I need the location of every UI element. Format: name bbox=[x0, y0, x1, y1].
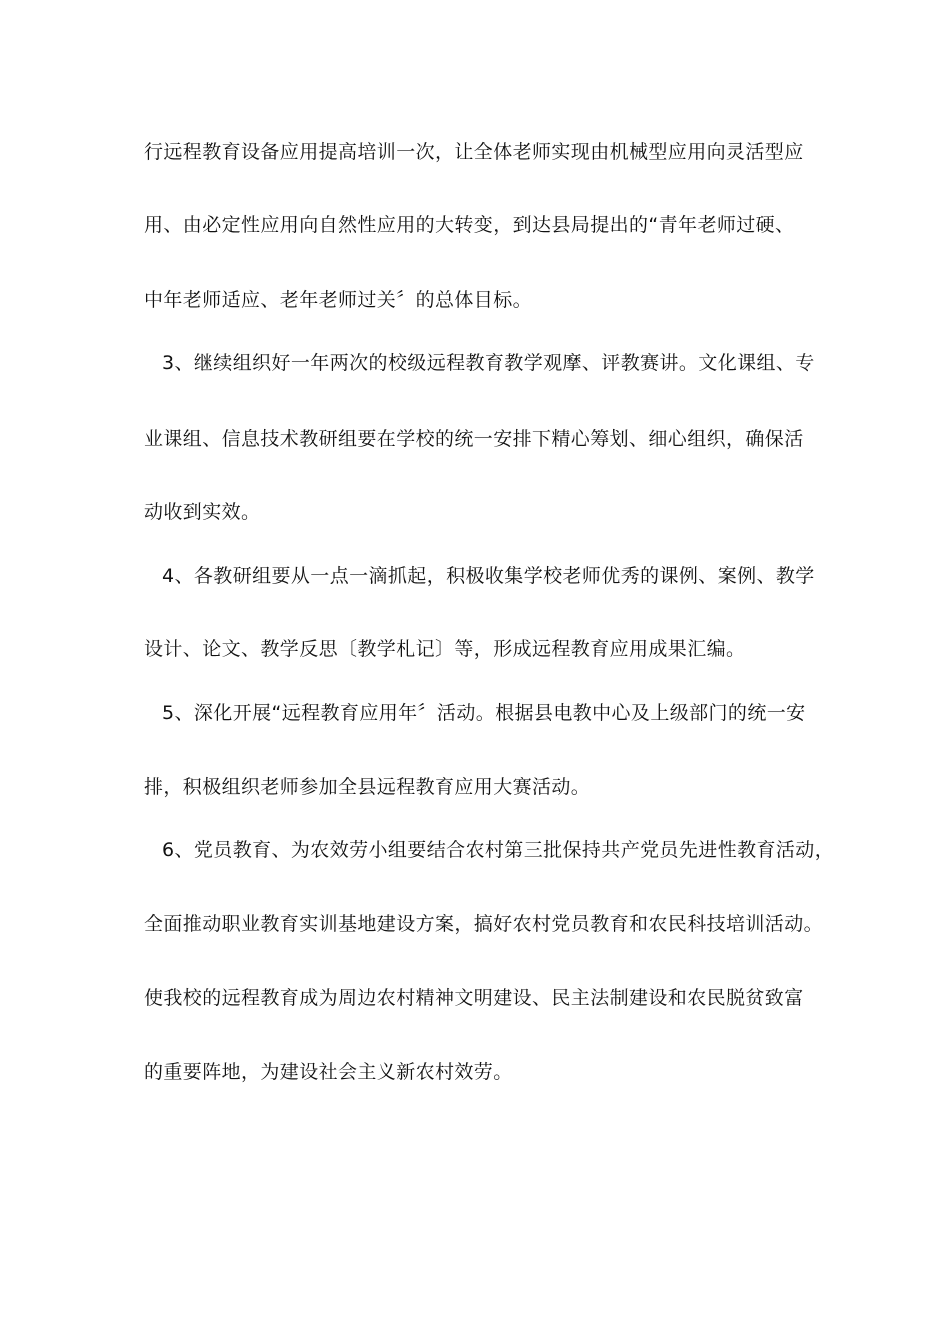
text-line: 的重要阵地，为建设社会主义新农村效劳。 bbox=[144, 1061, 513, 1083]
text-line: 6、党员教育、为农效劳小组要结合农村第三批保持共产党员先进性教育活动， bbox=[162, 839, 835, 861]
text-line: 3、继续组织好一年两次的校级远程教育教学观摩、评教赛讲。文化课组、专 bbox=[162, 352, 815, 374]
text-line: 行远程教育设备应用提高培训一次，让全体老师实现由机械型应用向灵活型应 bbox=[144, 141, 804, 163]
text-line: 设计、论文、教学反思〔教学札记〕等，形成远程教育应用成果汇编。 bbox=[144, 638, 746, 660]
text-line: 动收到实效。 bbox=[144, 501, 261, 523]
text-line: 使我校的远程教育成为周边农村精神文明建设、民主法制建设和农民脱贫致富 bbox=[144, 987, 804, 1009]
text-line: 4、各教研组要从一点一滴抓起，积极收集学校老师优秀的课例、案例、教学 bbox=[162, 565, 815, 587]
text-line: 5、深化开展“远程教育应用年〞活动。根据县电教中心及上级部门的统一安 bbox=[162, 702, 806, 724]
text-line: 用、由必定性应用向自然性应用的大转变，到达县局提出的“青年老师过硬、 bbox=[144, 214, 795, 236]
text-line: 全面推动职业教育实训基地建设方案，搞好农村党员教育和农民科技培训活动。 bbox=[144, 913, 824, 935]
text-line: 排，积极组织老师参加全县远程教育应用大赛活动。 bbox=[144, 776, 591, 798]
text-line: 业课组、信息技术教研组要在学校的统一安排下精心筹划、细心组织，确保活 bbox=[144, 428, 804, 450]
text-line: 中年老师适应、老年老师过关〞的总体目标。 bbox=[144, 289, 533, 311]
